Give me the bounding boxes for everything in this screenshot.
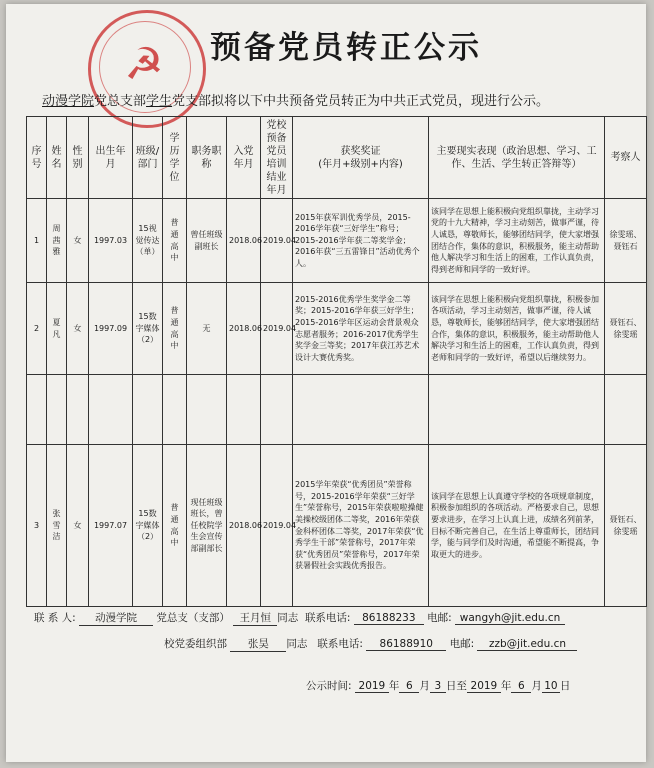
header-gender: 性别 xyxy=(67,117,89,199)
cell-join: 2018.06 xyxy=(227,445,261,607)
lead-part2: 党支部拟将以下中共预备党员转正为中共正式党员，现进行公示。 xyxy=(172,94,550,109)
cell-train: 2019.04 xyxy=(261,199,293,283)
header-train: 党校预备党员培训结业年月 xyxy=(261,117,293,199)
contact-label: 联 系 人: xyxy=(34,612,76,624)
contact-line-college xyxy=(34,610,565,626)
cell-train: 2019.04 xyxy=(261,445,293,607)
period-end-day: 10 xyxy=(542,680,560,693)
org-dept: 校党委组织部 xyxy=(164,638,227,650)
cell-awards: 2015-2016优秀学生奖学金二等奖；2015-2016学年获三好学生；2015-2016学年区运动会背景观众志愿者服务；2016-2017优秀学生奖学金三等奖；2017年获江苏艺术设计大赛优秀奖。 xyxy=(293,283,429,375)
contact-phone-label: 联系电话: xyxy=(304,612,351,624)
org-phone-label: 联系电话: xyxy=(317,638,363,650)
org-phone: 86188910 xyxy=(366,638,446,651)
period-start-day: 3 xyxy=(430,680,446,693)
header-inspector: 考察人 xyxy=(605,117,647,199)
header-performance: 主要现实表现（政治思想、学习、工作、生活、学生转正答辩等） xyxy=(429,117,605,199)
cell-no: 3 xyxy=(27,445,47,607)
lead-dept: 动漫学院 xyxy=(42,94,95,109)
table-row xyxy=(27,283,647,375)
candidate-table xyxy=(26,116,647,607)
cell-edu: 普通高中 xyxy=(163,199,187,283)
cell-join: 2018.06 xyxy=(227,283,261,375)
cell-performance: 该同学在思想上认真遵守学校的各项规章制度，积极参加组织的各项活动。严格要求自己，思想要求进步，在学习上认真上进，成绩名列前茅，目标不断完善自己，在生活上尊重师长，团结同学，能与同学们及时沟通，希望能不断提高，争取更大的进步。 xyxy=(429,445,605,607)
table-blank-row xyxy=(27,375,647,445)
cell-gender: 女 xyxy=(67,445,89,607)
contact-person: 王月恒 xyxy=(233,610,277,626)
contact-line-org xyxy=(164,636,577,652)
cell-no: 2 xyxy=(27,283,47,375)
contact-email: wangyh@jit.edu.cn xyxy=(455,612,565,625)
contact-suffix: 同志 xyxy=(277,612,299,624)
table-header-row xyxy=(27,117,647,199)
header-join: 入党年月 xyxy=(227,117,261,199)
period-label: 公示时间: xyxy=(306,680,352,692)
period-year-text: 年 xyxy=(500,680,512,692)
cell-duty: 无 xyxy=(187,283,227,375)
org-person: 张昊 xyxy=(230,636,286,652)
cell-edu: 普通高中 xyxy=(163,283,187,375)
cell-no: 1 xyxy=(27,199,47,283)
contact-unit: 党总支（支部） xyxy=(156,612,230,624)
period-year-text: 年 xyxy=(388,680,400,692)
lead-part1: 党总支部 xyxy=(94,94,147,109)
cell-birth: 1997.03 xyxy=(89,199,133,283)
cell-join: 2018.06 xyxy=(227,199,261,283)
contact-phone: 86188233 xyxy=(354,612,424,625)
table-row xyxy=(27,199,647,283)
period-day-text: 日 xyxy=(559,680,571,692)
contact-dept: 动漫学院 xyxy=(79,610,153,626)
cell-awards: 2015学年荣获“优秀团员”荣誉称号，2015-2016学年荣获“三好学生”荣誉称号，2015年荣获啦啦操健美操校级团体二等奖，2016年荣获金科杯团体二等奖，2017年荣获“优秀学生干部”荣誉称号，2017年荣获“优秀团员”荣誉称号，2017年荣获暑假社会实践优秀报告。 xyxy=(293,445,429,607)
period-end-month: 6 xyxy=(511,680,531,693)
period-end-year: 2019 xyxy=(467,680,501,693)
cell-inspector: 聂钰石、徐雯瑶 xyxy=(605,283,647,375)
cell-name: 张雪洁 xyxy=(47,445,67,607)
cell-name: 周茜雅 xyxy=(47,199,67,283)
cell-edu: 普通高中 xyxy=(163,445,187,607)
period-start-month: 6 xyxy=(399,680,419,693)
header-no: 序号 xyxy=(27,117,47,199)
cell-performance: 该同学在思想上能积极向党组织靠拢，主动学习党的十九大精神，学习主动刻苦，做事严谨，待人诚恳，尊敬师长，能够团结同学，使大家增强团结合作，集体的意识，积极服务，能主动帮助他人解决学习和生活上的困难，工作认真负责，得到老师和同学的一致好评。 xyxy=(429,199,605,283)
cell-awards: 2015年获军训优秀学员，2015-2016学年获“三好学生”称号；2015-2016学年获二等奖学金；2016年获“三五雷锋日”活动优秀个人。 xyxy=(293,199,429,283)
cell-inspector: 徐雯瑶、聂钰石 xyxy=(605,199,647,283)
cell-duty: 现任班级班长，曾任校院学生会宣传部副部长 xyxy=(187,445,227,607)
period-month-text: 月 xyxy=(531,680,542,692)
cell-train: 2019.04 xyxy=(261,283,293,375)
header-duty: 职务职称 xyxy=(187,117,227,199)
cell-class: 15视觉传达（单） xyxy=(133,199,163,283)
contact-email-label: 电邮: xyxy=(427,612,452,624)
cell-birth: 1997.09 xyxy=(89,283,133,375)
cell-gender: 女 xyxy=(67,283,89,375)
publicity-period xyxy=(306,678,570,693)
cell-inspector: 聂钰石、徐雯瑶 xyxy=(605,445,647,607)
header-name: 姓名 xyxy=(47,117,67,199)
cell-performance: 该同学在思想上能积极向党组织靠拢，积极参加各项活动，学习主动刻苦，做事严谨，待人诚恳，尊敬师长，能够团结同学，使大家增强团结合作，集体的意识，积极服务，能主动帮助他人解决学习和生活上的困难，工作认真负责，得到老师和同学的一致好评，希望以后继续努力。 xyxy=(429,283,605,375)
header-birth: 出生年月 xyxy=(89,117,133,199)
table-row xyxy=(27,445,647,607)
lead-grade: 学生 xyxy=(146,94,173,109)
cell-birth: 1997.07 xyxy=(89,445,133,607)
period-to-text: 日至 xyxy=(445,680,467,692)
lead-sentence xyxy=(42,90,642,109)
cell-name: 夏凡 xyxy=(47,283,67,375)
period-start-year: 2019 xyxy=(355,680,389,693)
header-awards: 获奖奖证 (年月+级别+内容) xyxy=(293,117,429,199)
header-class: 班级/部门 xyxy=(133,117,163,199)
party-emblem-icon: ☭ xyxy=(124,39,164,90)
notice-sheet xyxy=(6,4,646,762)
org-email: zzb@jit.edu.cn xyxy=(477,638,577,651)
period-month-text: 月 xyxy=(419,680,430,692)
cell-class: 15数字媒体（2） xyxy=(133,283,163,375)
header-edu: 学历学位 xyxy=(163,117,187,199)
org-email-label: 电邮: xyxy=(449,638,475,650)
cell-duty: 曾任班级副班长 xyxy=(187,199,227,283)
cell-gender: 女 xyxy=(67,199,89,283)
cell-class: 15数字媒体（2） xyxy=(133,445,163,607)
org-suffix: 同志 xyxy=(286,638,308,650)
page-title: 预备党员转正公示 xyxy=(210,30,482,66)
